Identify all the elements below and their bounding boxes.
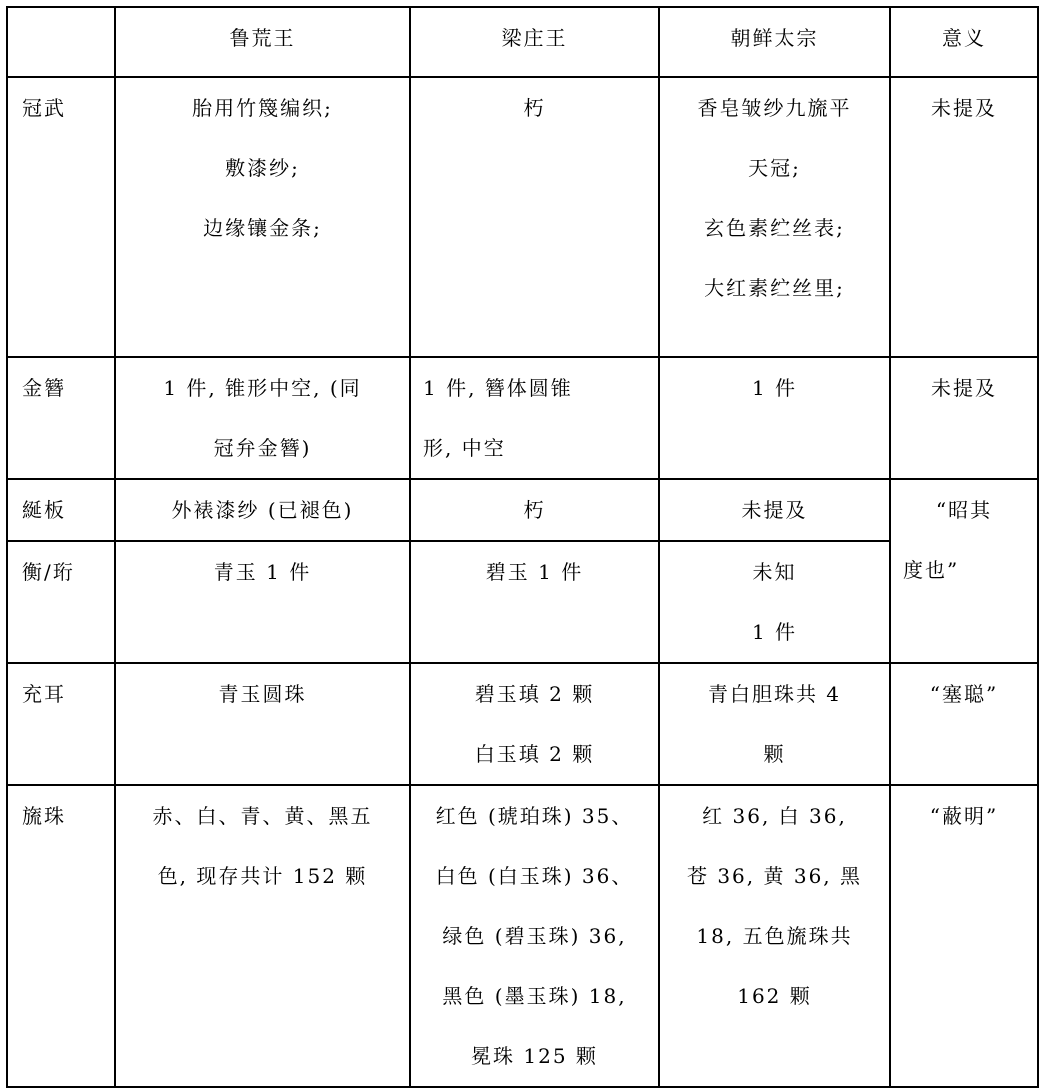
row-label: 旒珠 xyxy=(7,785,115,1087)
cell-lu: 外裱漆纱 (已褪色) xyxy=(115,479,410,541)
row-label: 充耳 xyxy=(7,663,115,785)
cell-liang: 朽 xyxy=(410,77,659,357)
table-row xyxy=(7,77,1038,357)
row-label: 金簪 xyxy=(7,357,115,479)
table-row xyxy=(7,479,1038,541)
row-label: 衡/珩 xyxy=(7,541,115,663)
header-joseon-taejong: 朝鲜太宗 xyxy=(659,7,890,77)
cell-joseon: 香皂皱纱九旒平 天冠; 玄色素纻丝表; 大红素纻丝里; xyxy=(659,77,890,357)
cell-joseon: 青白胆珠共 4 颗 xyxy=(659,663,890,785)
cell-lu: 胎用竹篾编织; 敷漆纱; 边缘镶金条; xyxy=(115,77,410,357)
table-row xyxy=(7,357,1038,479)
header-lu-huang-wang: 鲁荒王 xyxy=(115,7,410,77)
cell-meaning: “塞聪” xyxy=(890,663,1038,785)
cell-joseon: 未提及 xyxy=(659,479,890,541)
cell-meaning: “蔽明” xyxy=(890,785,1038,1087)
header-liang-zhuang-wang: 梁庄王 xyxy=(410,7,659,77)
cell-meaning: 未提及 xyxy=(890,357,1038,479)
table-row xyxy=(7,541,1038,663)
cell-joseon: 1 件 xyxy=(659,357,890,479)
cell-lu: 赤、白、青、黄、黑五 色, 现存共计 152 颗 xyxy=(115,785,410,1087)
cell-liang: 朽 xyxy=(410,479,659,541)
comparison-table xyxy=(6,6,1039,1088)
cell-meaning: 未提及 xyxy=(890,77,1038,357)
row-label: 綖板 xyxy=(7,479,115,541)
table-row xyxy=(7,785,1038,1087)
cell-lu: 1 件, 锥形中空, (同 冠弁金簪) xyxy=(115,357,410,479)
row-label: 冠武 xyxy=(7,77,115,357)
cell-liang: 碧玉 1 件 xyxy=(410,541,659,663)
header-empty xyxy=(7,7,115,77)
cell-liang: 红色 (琥珀珠) 35、 白色 (白玉珠) 36、 绿色 (碧玉珠) 36, 黑色 (墨玉珠) 18, 冕珠 125 颗 xyxy=(410,785,659,1087)
cell-meaning-merged: “昭其 度也” xyxy=(890,479,1038,663)
cell-lu: 青玉圆珠 xyxy=(115,663,410,785)
cell-liang: 1 件, 簪体圆锥 形, 中空 xyxy=(410,357,659,479)
header-meaning: 意义 xyxy=(890,7,1038,77)
header-row xyxy=(7,7,1038,77)
cell-joseon: 红 36, 白 36, 苍 36, 黄 36, 黑 18, 五色旒珠共 162 颗 xyxy=(659,785,890,1087)
cell-joseon: 未知 1 件 xyxy=(659,541,890,663)
cell-lu: 青玉 1 件 xyxy=(115,541,410,663)
cell-liang: 碧玉瑱 2 颗 白玉瑱 2 颗 xyxy=(410,663,659,785)
table-row xyxy=(7,663,1038,785)
